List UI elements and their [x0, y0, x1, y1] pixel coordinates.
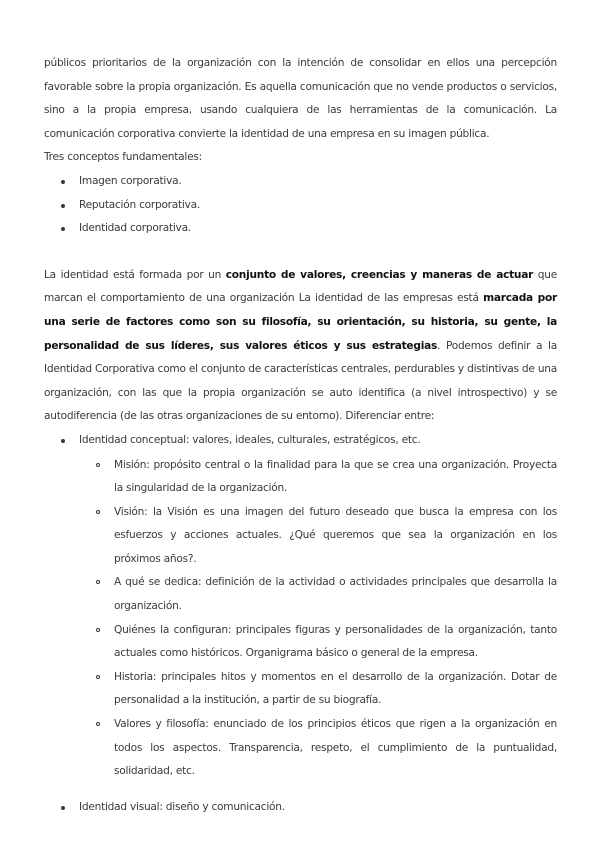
- concepts-list: [44, 170, 557, 241]
- list-item: Reputación corporativa.: [44, 194, 557, 218]
- identity-types-list-2: [44, 796, 557, 820]
- list-item: Imagen corporativa.: [44, 170, 557, 194]
- identity-bold-values: conjunto de valores, creencias y maneras de actuar: [225, 268, 534, 281]
- identity-bold-factors: marcada por una serie de factores como son su filosofía, su orientación, su historia, su gente, la personalidad de sus líderes, sus valores éticos y sus estrategias: [44, 292, 557, 352]
- concepts-heading: Tres conceptos fundamentales:: [44, 151, 202, 164]
- sublist-item: Visión: la Visión es una imagen del futuro deseado que busca la empresa con los esfuerzos y acciones actuales. ¿Qué queremos que sea la organización en los próximos años?.: [79, 501, 557, 572]
- list-item-conceptual: [44, 429, 557, 453]
- sublist-item: Historia: principales hitos y momentos en el desarrollo de la organización. Dotar de personalidad a la institución, a partir de su biografía.: [79, 666, 557, 713]
- sublist-item: A qué se dedica: definición de la actividad o actividades principales que desarrolla la organización.: [79, 571, 557, 618]
- identity-text-a: La identidad está formada por un: [44, 268, 226, 281]
- identity-paragraph: [44, 264, 557, 429]
- document-body: [44, 52, 557, 819]
- conceptual-sublist: [44, 454, 557, 784]
- identity-text-c: que marcan el comportamiento de una organización La identidad de las empresas está: [44, 268, 557, 305]
- sublist-item: Misión: propósito central o la finalidad para la que se crea una organización. Proyecta la singularidad de la organización.: [79, 454, 557, 501]
- sublist-item: Quiénes la configuran: principales figuras y personalidades de la organización, tanto actuales como históricos. Organigrama básico o general de la empresa.: [79, 619, 557, 666]
- sublist-item: Valores y filosofía: enunciado de los principios éticos que rigen a la organización en todos los aspectos. Transparencia, respeto, el cumplimiento de la puntualidad, solidaridad, etc.: [79, 713, 557, 784]
- conceptual-label: Identidad conceptual: valores, ideales, culturales, estratégicos, etc.: [79, 433, 421, 446]
- identity-text-e: . Podemos definir a la Identidad Corporativa como el conjunto de características centrales, perdurables y distintivas de una organización, con las que la propia organización se auto identifica (a nivel introspectivo) y se autodiferencia (de las otras organizaciones de su entorno). Diferenciar entre:: [44, 339, 557, 423]
- identity-types-list: [44, 429, 557, 453]
- intro-paragraph: públicos prioritarios de la organización con la intención de consolidar en ellos una percepción favorable sobre la propia organización. Es aquella comunicación que no vende productos o servicios, sino a la propia empresa, usando cualquiera de las herramientas de la comunicación. La comunicación corporativa convierte la identidad de una empresa en su imagen pública.: [44, 57, 557, 140]
- list-item: Identidad corporativa.: [44, 217, 557, 241]
- list-item-visual: Identidad visual: diseño y comunicación.: [44, 796, 557, 820]
